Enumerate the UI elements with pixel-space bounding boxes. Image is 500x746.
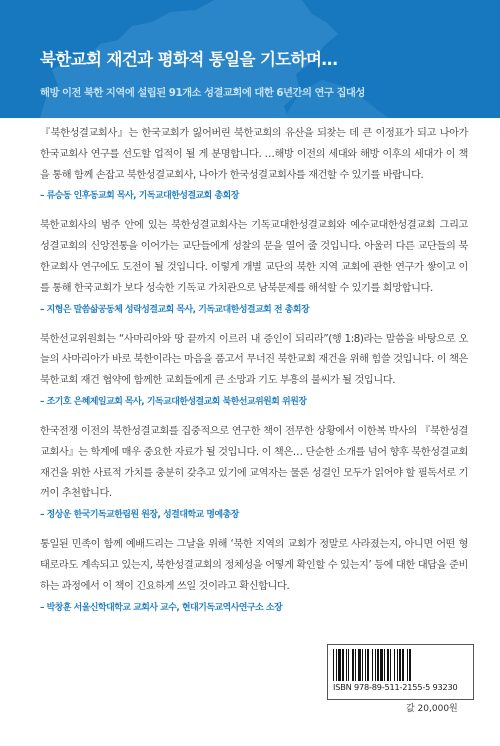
- endorsement-block: [40, 124, 468, 203]
- endorser-credit: – 지형은 말씀삶공동체 성락성결교회 목사, 기독교대한성결교회 전 총회장: [40, 304, 310, 315]
- endorser-credit: – 조기호 은혜제일교회 목사, 기독교대한성결교회 북한선교위원회 위원장: [40, 396, 307, 407]
- endorser-credit: – 정상운 한국기독교한림원 원장, 성결대학교 명예총장: [40, 510, 239, 521]
- endorser-credit: – 류승동 인후동교회 목사, 기독교대한성결교회 총회장: [40, 191, 239, 202]
- endorsement-block: [40, 535, 468, 614]
- endorsement-block: [40, 422, 468, 522]
- header-banner: [0, 0, 500, 118]
- endorsement-text: 한국전쟁 이전의 북한성결교회를 집중적으로 연구한 책이 전무한 상황에서 이한복 박사의 『북한성결교회사』는 학계에 매우 중요한 자료가 될 것입니다. 이 책은… 단순한 소개를 넘어 향후 북한성결교회 재건을 위한 사료적 가치를 충분히 갖추고 있기에 교역자는 물론 성결인 모두가 읽어야 할 필독서로 기꺼이 추천합니다.: [40, 425, 468, 500]
- endorsement-block: [40, 216, 468, 316]
- price-label: 값 20,000원: [406, 704, 458, 714]
- isbn-number: ISBN 978-89-511-2155-5 93230: [333, 682, 458, 692]
- barcode-bars: [333, 649, 467, 681]
- cover-subheadline: 해방 이전 북한 지역에 설립된 91개소 성결교회에 대한 6년간의 연구 집대성: [40, 87, 365, 99]
- endorsement-text: 북한선교위원회는 “사마리아와 땅 끝까지 이르러 내 증인이 되리라”(행 1:8)라는 말씀을 바탕으로 오늘의 사마리아가 바로 북한이라는 마음을 품고서 무너진 북한교회 재건을 위해 힘쓸 것입니다. 이 책은 북한교회 재건 협약에 함께한 교회들에게 큰 소망과 기도 부흥의 불씨가 될 것입니다.: [40, 333, 468, 387]
- endorsement-block: [40, 330, 468, 409]
- endorser-credit: – 박창훈 서울신학대학교 교회사 교수, 현대기독교역사연구소 소장: [40, 602, 283, 613]
- endorsements: [40, 124, 468, 628]
- cover-headline: 북한교회 재건과 평화적 통일을 기도하며…: [40, 50, 338, 69]
- isbn-barcode: [327, 644, 474, 700]
- endorsement-text: 통일된 민족이 함께 예배드리는 그날을 위해 ‘북한 지역의 교회가 정말로 사라졌는지, 아니면 어떤 형태로라도 계속되고 있는지, 북한성결교회의 정체성을 어떻게 확인할 수 있는지’ 등에 대한 대답을 준비하는 과정에서 이 책이 긴요하게 쓰일 것이라고 확신합니다.: [40, 539, 468, 592]
- endorsement-text: 『북한성결교회사』는 한국교회가 잃어버린 북한교회의 유산을 되찾는 데 큰 이정표가 되고 나아가 한국교회사 연구를 선도할 업적이 될 게 분명합니다. …해방 이전의 세대와 해방 이후의 세대가 이 책을 통해 함께 손잡고 북한성결교회사, 나아가 한국성결교회사를 재건할 수 있기를 바랍니다.: [40, 128, 468, 181]
- endorsement-text: 북한교회사의 범주 안에 있는 북한성결교회사는 기독교대한성결교회와 예수교대한성결교회 그리고 성결교회의 신앙전통을 이어가는 교단들에게 성찰의 문을 열어 줄 것입니다. 아울러 다른 교단들의 북한교회사 연구에도 도전이 될 것입니다. 이렇게 개별 교단의 북한 지역 교회에 관한 연구가 쌓이고 이를 통해 한국교회가 보다 성숙한 기독교 가치관으로 남북문제를 해석할 수 있기를 희망합니다.: [40, 220, 468, 294]
